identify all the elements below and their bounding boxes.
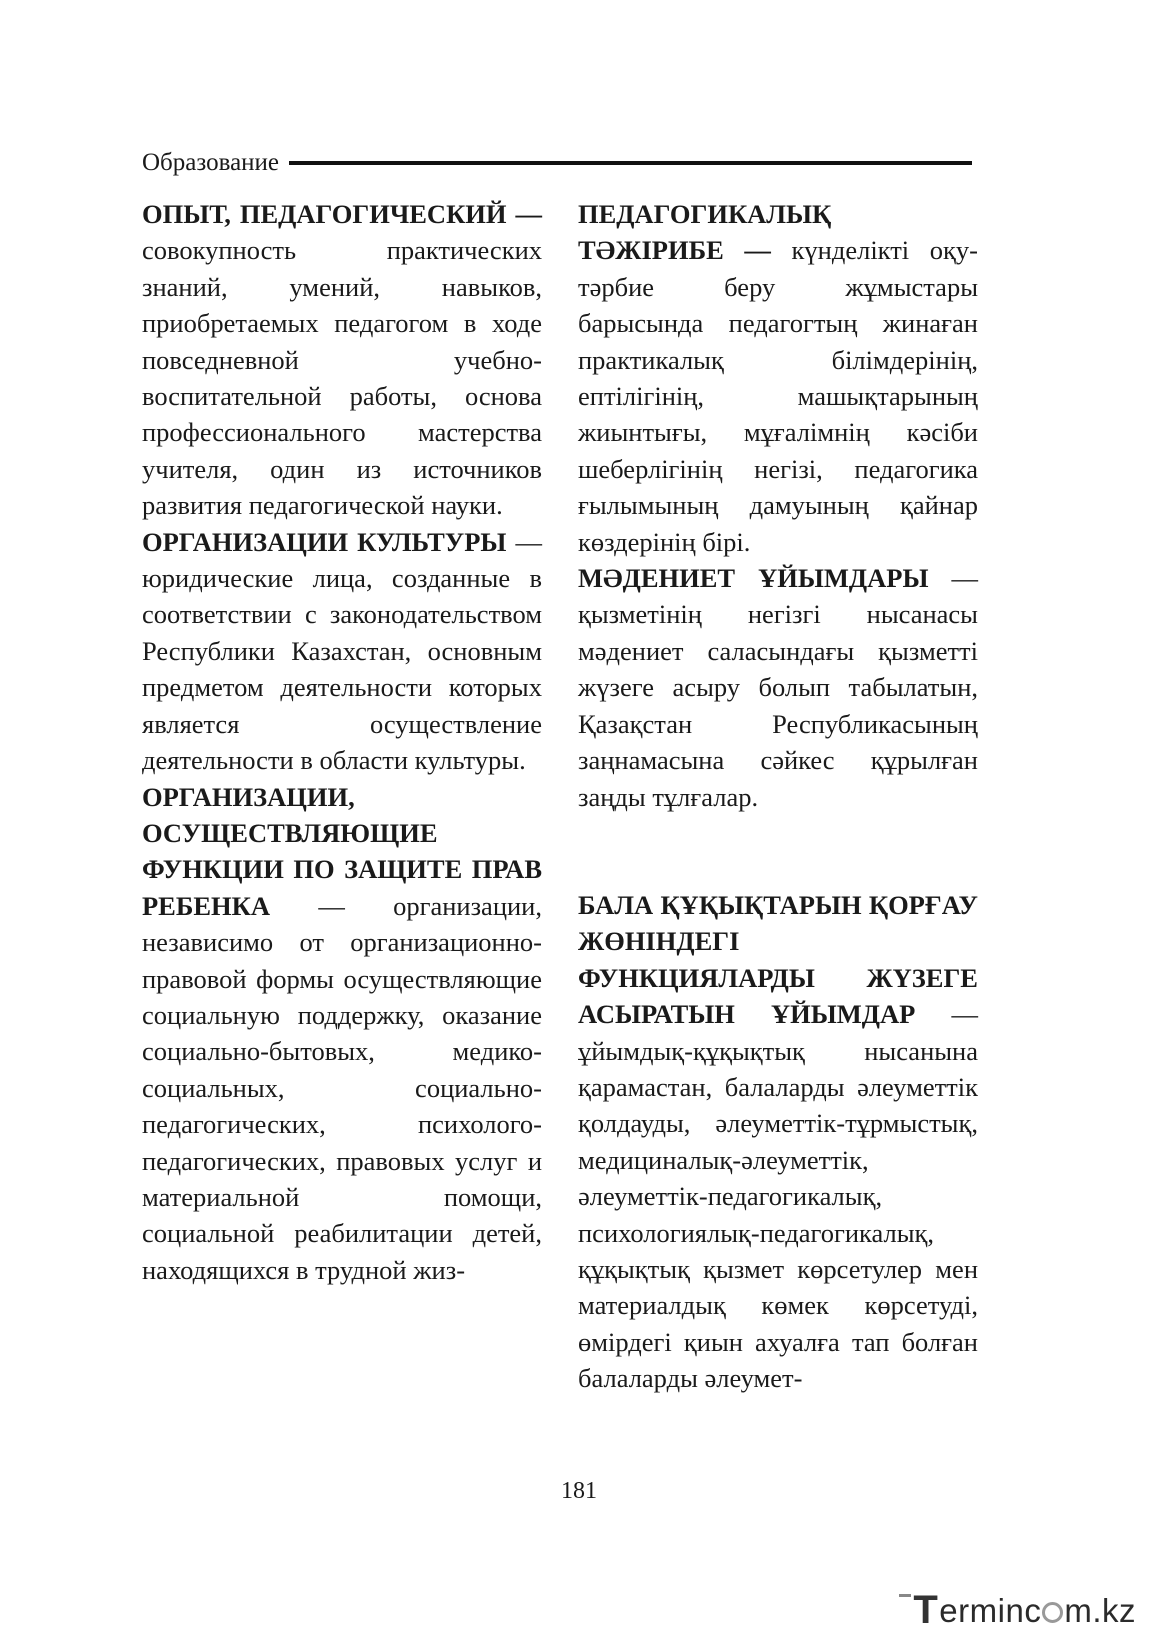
entry-term: БАЛА ҚҰҚЫҚТАРЫН ҚОРҒАУ ЖӨНІНДЕГІ ФУНКЦИЯЛАРДЫ ЖҮЗЕГЕ АСЫРАТЫН ҰЙЫМДАР bbox=[578, 889, 978, 1030]
entry-definition: совокупность практических знаний, умений, навыков, приобретаемых педагогом в ходе повседневной учебно-воспитательной работы, основа профессионального мастерства учителя, один из источников развития педагогической науки. bbox=[142, 235, 542, 521]
entry-definition: күнделікті оқу-тәрбие беру жұмыстары барысында педагогтың жинаған практикалық білімдерінің, ептілігінің, машықтарының жиынтығы, мұғалімнің кәсіби шеберлігінің негізі, педагогика ғылымының дамуының қайнар көздерінің бірі. bbox=[578, 235, 978, 557]
entry-pedagogikalyq bbox=[578, 196, 978, 560]
entry-term: ОПЫТ, ПЕДАГОГИЧЕСКИЙ — bbox=[142, 199, 542, 229]
header-rule bbox=[289, 161, 972, 165]
entry-definition: — ұйымдық-құқықтық нысанына қарамастан, балаларды әлеуметтік қолдауды, әлеуметтік-тұрмыстық, медициналық-әлеуметтік, әлеуметтік-педагогикалық, психологиялық-педагогикалық, құқықтық қызмет көрсетулер мен материалдық көмек көрсетуді, өмірдегі қиын ахуалға тап болған балаларды әлеумет- bbox=[578, 999, 979, 1394]
entry-definition: — қызметінің негізгі нысанасы мәдениет саласындағы қызметті жүзеге асыру болып табылатын, Қазақстан Республикасының заңнамасына сәйкес құрылған заңды тұлғалар. bbox=[578, 563, 978, 812]
entry-term: МӘДЕНИЕТ ҰЙЫМДАРЫ bbox=[578, 563, 929, 594]
watermark-text-end: m.kz bbox=[1064, 1591, 1136, 1629]
watermark-t: T bbox=[913, 1588, 939, 1632]
entry-definition: — юридические лица, созданные в соответствии с законодательством Республики Казахстан, основным предметом деятельности которых является осуществление деятельности в области культуры. bbox=[142, 526, 542, 776]
watermark-text-mid: erminc bbox=[939, 1591, 1042, 1629]
left-column bbox=[142, 196, 542, 1288]
entry-bala-quqyqtary bbox=[578, 887, 978, 1397]
entry-definition: — организации, независимо от организационно-правовой формы осуществляющие социальную поддержку, оказание социально-бытовых, медико-социальных, социально-педагогических, психолого-педагогических, правовых услуг и материальной помощи, социальной реабилитации детей, находящихся в трудной жиз- bbox=[142, 890, 542, 1285]
running-header bbox=[142, 146, 972, 180]
section-title: Образование bbox=[142, 149, 280, 176]
entry-term: ПЕДАГОГИКАЛЫҚ ТӘЖІРИБЕ — bbox=[578, 199, 832, 266]
entry-term: ОРГАНИЗАЦИИ КУЛЬТУРЫ bbox=[142, 526, 507, 557]
page-number: 181 bbox=[561, 1478, 597, 1504]
watermark-logo bbox=[913, 1588, 1136, 1633]
entry-organizacii-zashchita bbox=[142, 779, 542, 1289]
entry-term: ОРГАНИЗАЦИИ, ОСУЩЕСТВЛЯЮЩИЕ ФУНКЦИИ ПО ЗАЩИТЕ ПРАВ РЕБЕНКА bbox=[142, 781, 542, 921]
entry-opyt bbox=[142, 196, 542, 524]
right-column bbox=[578, 196, 978, 1397]
column-gap bbox=[578, 815, 978, 887]
entry-organizacii-kultury bbox=[142, 524, 542, 779]
entry-madeniet bbox=[578, 560, 978, 815]
magnifier-icon bbox=[1042, 1602, 1063, 1623]
